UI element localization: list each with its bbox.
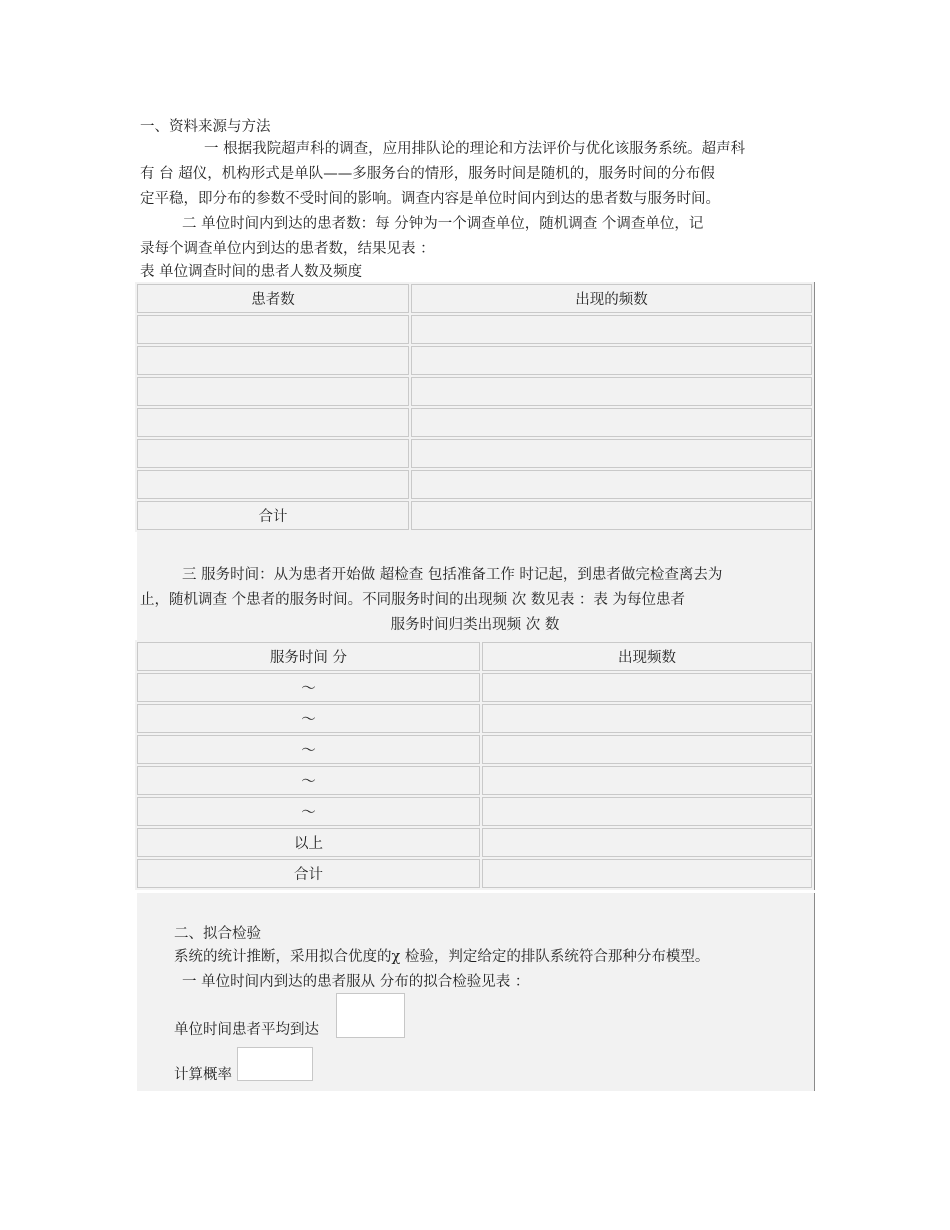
table2-header-cell: 出现频数 [482, 642, 812, 671]
table-cell: 以上 [137, 828, 480, 857]
table1 [135, 282, 815, 532]
section1-paragraph1 [140, 137, 810, 212]
section3-line2: 止，随机调查 个患者的服务时间。不同服务时间的出现频 次 数见表 ：表 为每位患者 [140, 592, 686, 608]
table-cell [137, 439, 409, 468]
table-row [137, 315, 812, 344]
section2-heading: 二、拟合检验 [174, 926, 261, 942]
p1-line1: 一 根据我院超声科的调查，应用排队论的理论和方法评价与优化该服务系统。超声科 [204, 141, 746, 157]
section1-paragraph2 [140, 212, 810, 262]
table-row [137, 828, 812, 857]
p2-line1: 二 单位时间内到达的患者数：每 分钟为一个调查单位，随机调查 个调查单位，记 [182, 216, 704, 232]
table1-header-cell: 出现的频数 [411, 284, 812, 313]
table1-caption: 表 单位调查时间的患者人数及频度 [140, 264, 363, 280]
formula-image-placeholder [237, 1047, 313, 1081]
p1-line2: 有 台 超仪，机构形式是单队——多服务台的情形，服务时间是随机的，服务时间的分布假 [140, 166, 715, 182]
table-cell: ～ [137, 673, 480, 702]
table-row [137, 704, 812, 733]
table1-total-label: 合计 [137, 501, 409, 530]
section2-line2: 一 单位时间内到达的患者服从 分布的拟合检验见表 ： [182, 974, 530, 990]
table-row [137, 439, 812, 468]
p2-line2: 录每个调查单位内到达的患者数，结果见表 ： [140, 241, 435, 257]
table1-total-row [137, 501, 812, 530]
table-row [137, 766, 812, 795]
section2-line4: 计算概率 [174, 1067, 232, 1083]
table2-total-label: 合计 [137, 859, 480, 888]
table-cell [137, 377, 409, 406]
formula-image-placeholder [336, 993, 405, 1038]
section2-line1: 系统的统计推断，采用拟合优度的χ 检验，判定给定的排队系统符合那种分布模型。 [174, 949, 710, 965]
table1-header-cell: 患者数 [137, 284, 409, 313]
table-cell: ～ [137, 797, 480, 826]
table-cell [482, 673, 812, 702]
table-cell [411, 377, 812, 406]
table-row [137, 377, 812, 406]
table-cell [482, 797, 812, 826]
section2-line3: 单位时间患者平均到达 [174, 1022, 319, 1038]
table-cell [482, 828, 812, 857]
table-cell [411, 346, 812, 375]
section3-line3: 服务时间归类出现频 次 数 [390, 617, 560, 633]
table2-header-row [137, 642, 812, 671]
table2 [135, 640, 815, 890]
table-cell [482, 704, 812, 733]
table2-total-value [482, 859, 812, 888]
table-cell: ～ [137, 704, 480, 733]
table-cell [411, 315, 812, 344]
table-cell [137, 346, 409, 375]
table-row [137, 673, 812, 702]
table-cell [137, 408, 409, 437]
table1-total-value [411, 501, 812, 530]
table-row [137, 797, 812, 826]
section3-paragraph [140, 563, 810, 638]
table2-header-cell: 服务时间 分 [137, 642, 480, 671]
table2-total-row [137, 859, 812, 888]
table-cell: ～ [137, 735, 480, 764]
p1-line3: 定平稳，即分布的参数不受时间的影响。调查内容是单位时间内到达的患者数与服务时间。 [140, 191, 720, 207]
table-cell [137, 315, 409, 344]
section1-heading: 一、资料来源与方法 [140, 119, 271, 135]
table-cell [482, 766, 812, 795]
table-cell [137, 470, 409, 499]
section3-line1: 三 服务时间：从为患者开始做 超检查 包括准备工作 时记起，到患者做完检查离去为 [182, 567, 723, 583]
table-cell [411, 408, 812, 437]
table-row [137, 470, 812, 499]
table-cell [411, 470, 812, 499]
table-cell [411, 439, 812, 468]
table-row [137, 346, 812, 375]
table1-header-row [137, 284, 812, 313]
table-row [137, 408, 812, 437]
table-cell [482, 735, 812, 764]
table-row [137, 735, 812, 764]
table-cell: ～ [137, 766, 480, 795]
